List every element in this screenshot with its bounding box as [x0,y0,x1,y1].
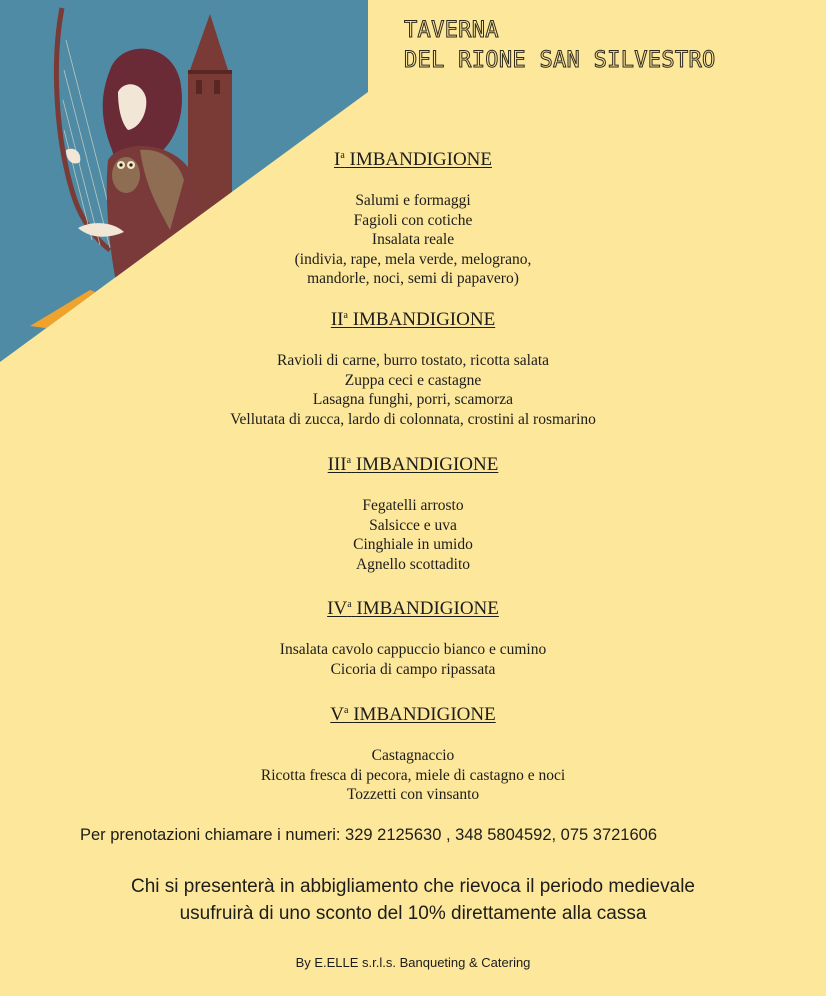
dish-item: Fegatelli arrosto [362,497,464,514]
dish-item: Castagnaccio [371,747,455,764]
course-section-5 [0,700,826,805]
dish-item: Tozzetti con vinsanto [346,786,480,803]
medieval-discount-note [0,873,826,927]
course-section-3 [0,450,826,574]
dish-item: Insalata cavolo cappuccio bianco e cumino [279,641,547,658]
title-line-1: TAVERNA [404,18,499,43]
dish-list [0,496,826,574]
dish-item: Zuppa ceci e castagne [344,371,482,389]
course-heading: $I^a$ IMBANDIGIONE [333,149,492,170]
course-section-2 [0,305,826,429]
dish-list [0,640,826,679]
dish-item: Vellutata di zucca, lardo di colonnata, crostini al rosmarino [230,410,596,428]
dish-item: (indivia, rape, mela verde, melograno, [294,250,532,268]
dish-item: Agnello scottadito [355,555,471,573]
dish-item: Insalata reale [371,231,455,248]
dish-item: Ricotta fresca di pecora, miele di castagno e noci [260,766,566,784]
course-heading: $V^a$ IMBANDIGIONE [330,704,496,725]
dish-item: Lasagna funghi, porri, scamorza [312,391,514,408]
booking-phone-numbers: Per prenotazioni chiamare i numeri: 329 2125630 , 348 5804592, 075 3721606 [80,826,658,844]
dish-item: Fagioli con cotiche [353,211,473,229]
discount-line-2: usufruirà di uno sconto del 10% direttamente alla cassa [179,903,647,924]
course-heading: III$^a$ IMBANDIGIONE [327,454,499,475]
dish-item: Salsicce e uva [369,516,457,534]
discount-line-1: Chi si presenterà in abbigliamento che rievoca il periodo medievale [131,876,695,897]
dish-item: Cicoria di campo ripassata [330,660,496,678]
dish-list [0,351,826,429]
restaurant-title [404,16,716,76]
dish-item: mandorle, noci, semi di papavero) [307,270,519,287]
course-heading: $IV^a$ IMBANDIGIONE [327,598,499,619]
title-line-2: DEL RIONE SAN SILVESTRO [404,48,716,73]
dish-item: Salumi e formaggi [355,192,471,209]
dish-item: Ravioli di carne, burro tostato, ricotta salata [276,352,550,369]
dish-list [0,191,826,289]
course-section-4 [0,594,826,679]
dish-item: Cinghiale in umido [353,536,473,553]
course-section-1 [0,145,826,289]
course-heading: $II^a$ IMBANDIGIONE [330,309,496,330]
dish-list [0,746,826,805]
caterer-credit: By E.ELLE s.r.l.s. Banqueting & Catering [295,955,531,970]
